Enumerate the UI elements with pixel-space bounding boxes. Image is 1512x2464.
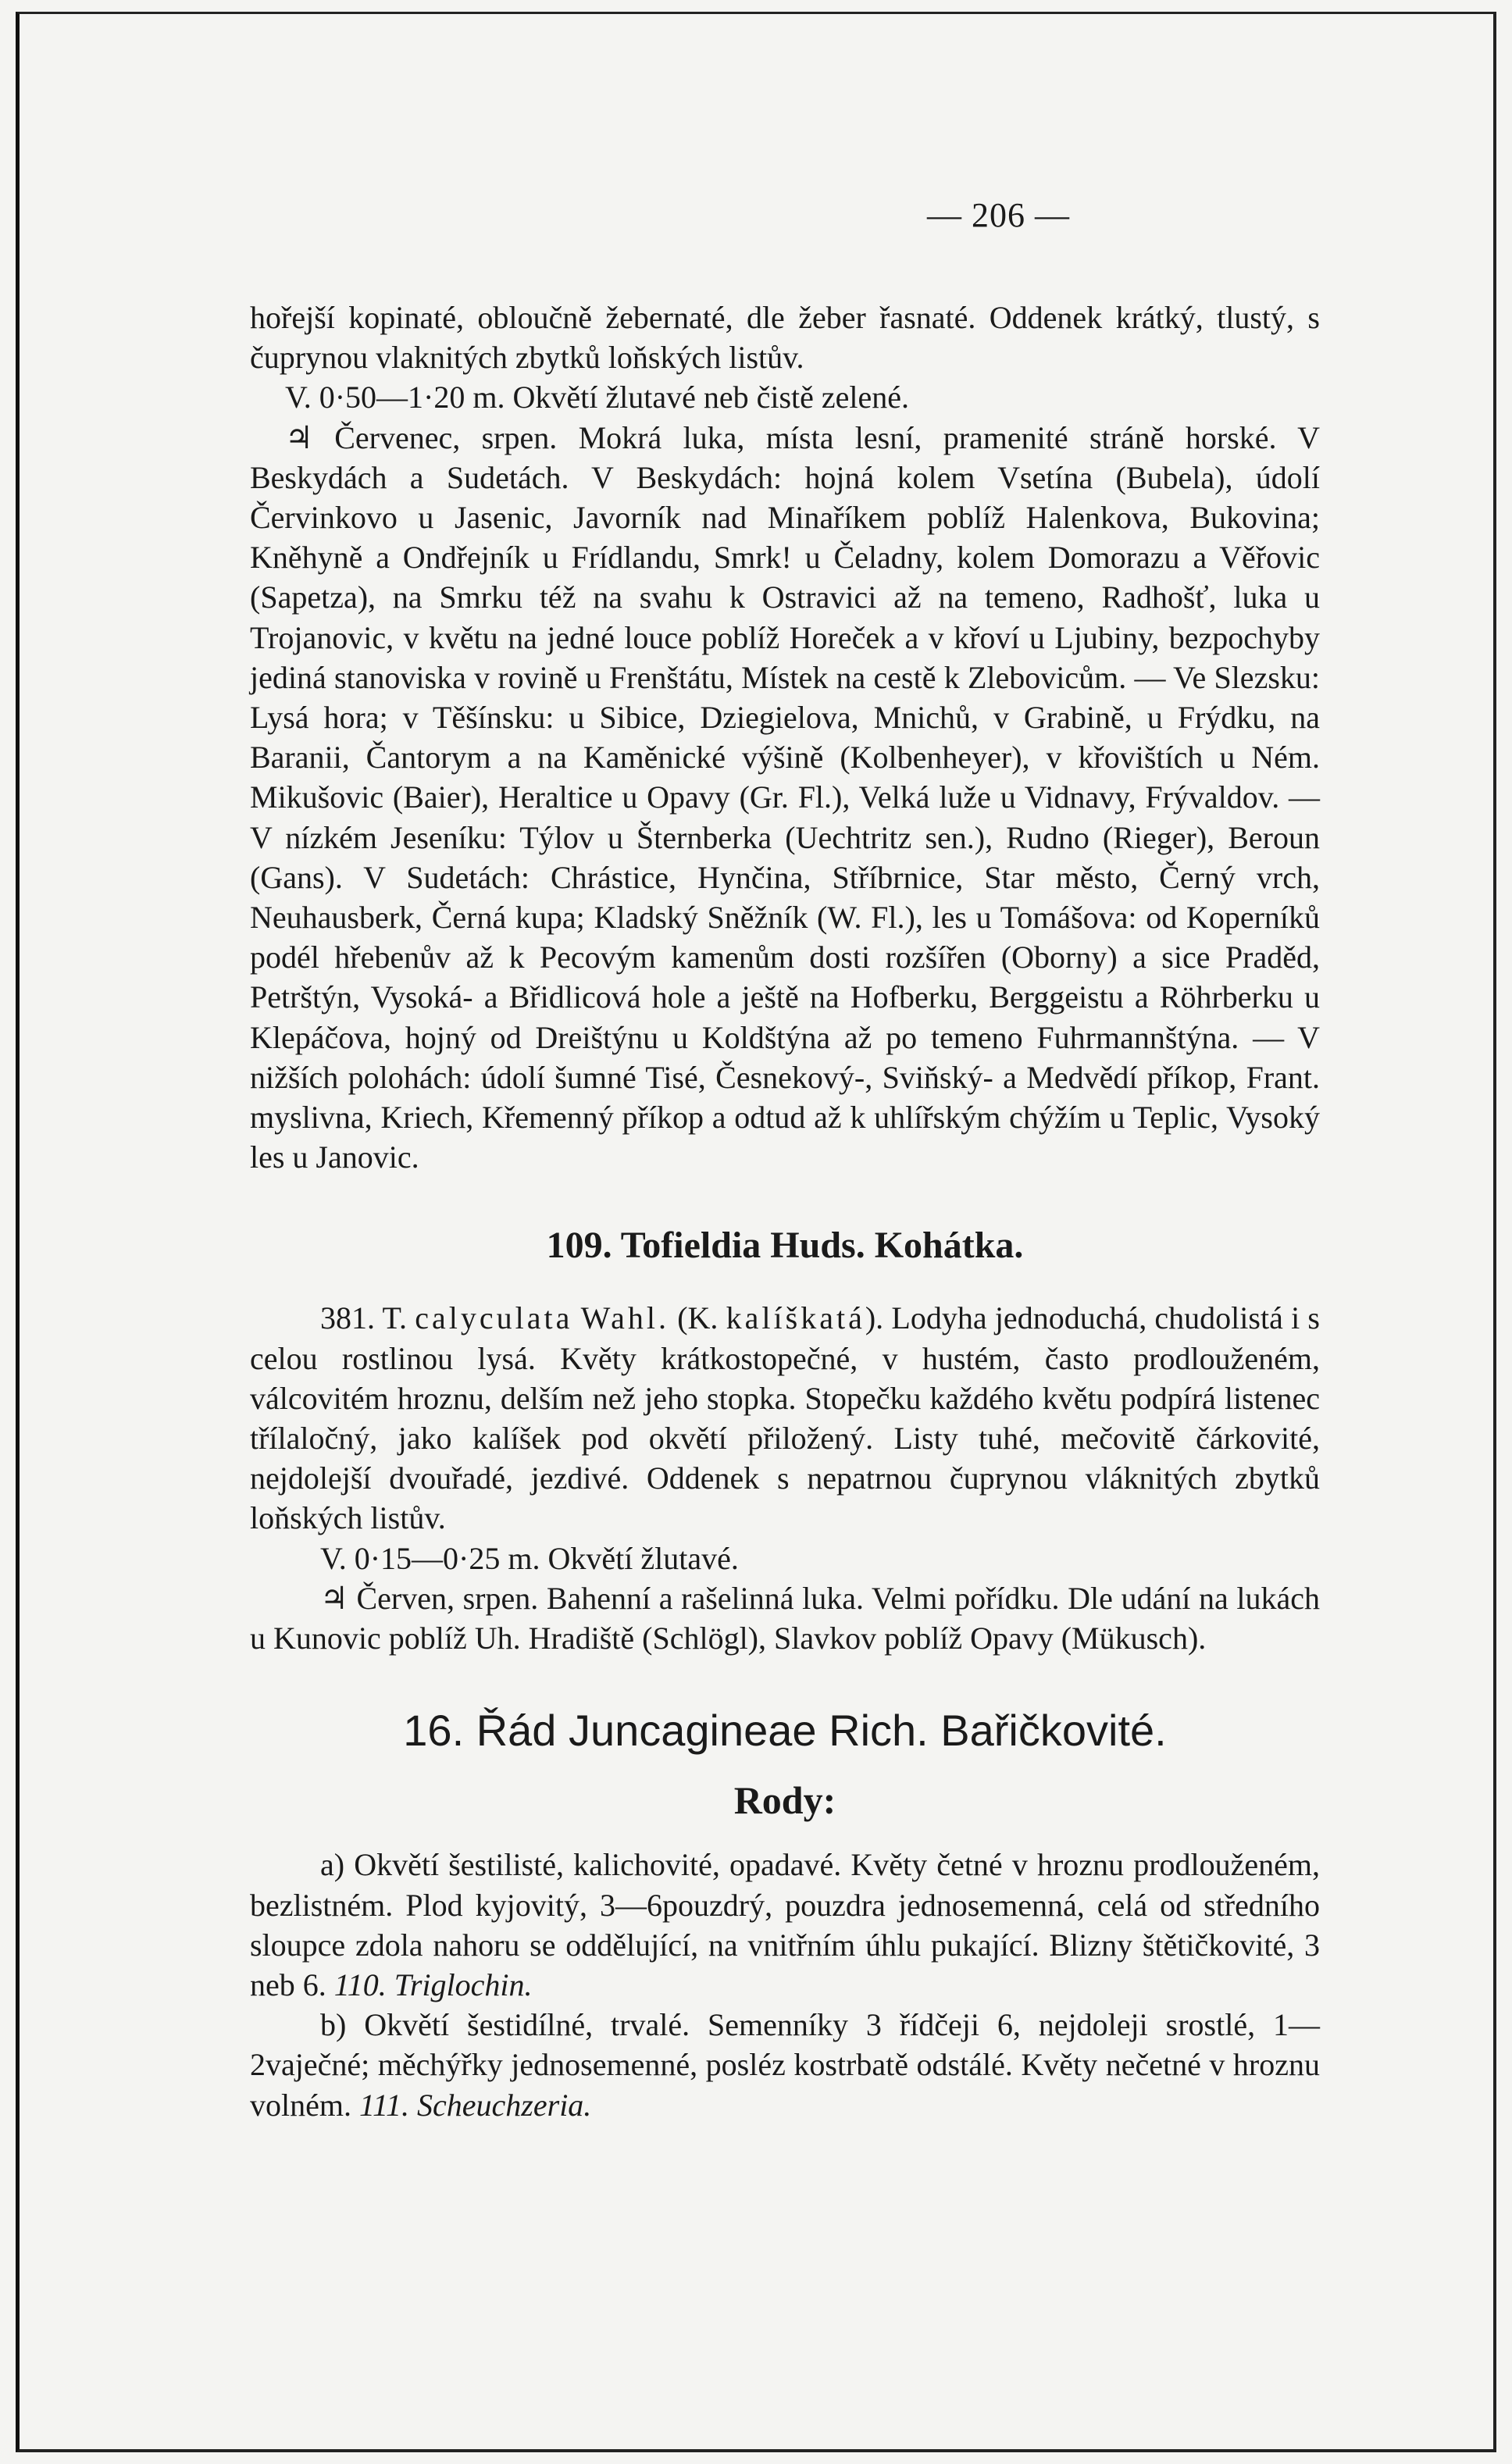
species-number: 381. T. (320, 1300, 407, 1336)
key-b-text: b) Okvětí šestidílné, trvalé. Semenníky 3 řídčeji 6, nejdoleji srostlé, 1—2vaječné; měchýřky jednosemenné, posléz kostrbatě odstálé. Květy nečetné v hroznu volném. (250, 2007, 1320, 2123)
species-description (250, 1298, 1320, 1538)
species-description-text: ). Lodyha jednoduchá, chudolistá i s celou rostlinou lysá. Květy krátkostopečné, v hustém, často prodlouženém, válcovitém hroznu, delším než jeho stopka. Stopečku každého květu podpírá listenec třílaločný, jako kalíšek pod okvětí přiložený. Listy tuhé, mečovitě čárkovité, nejdolejší dvouřadé, jezdivé. Oddenek s nepatrnou čuprynou vláknitých zbytků loňských listův. (250, 1300, 1320, 1536)
key-a-text: a) Okvětí šestilisté, kalichovité, opadavé. Květy četné v hroznu prodlouženém, bezlistném. Plod kyjovitý, 3—6pouzdrý, pouzdra jednosemenná, celá od středního sloupce zdola nahoru se oddělující, na vnitřním úhlu pukající. Blizny štětičkovité, 3 neb 6. (250, 1847, 1320, 2002)
intro-distribution: ♃ Červenec, srpen. Mokrá luka, místa lesní, pramenité stráně horské. V Beskydách a Sudetách. V Beskydách: hojná kolem Vsetína (Bubela), údolí Červinkovo u Jasenic, Javorník nad Minaříkem poblíž Halenkova, Bukovina; Kněhyně a Ondřejník u Frídlandu, Smrk! u Čeladny, kolem Domorazu a Věřovic (Sapetza), na Smrku též na svahu k Ostravici až na temeno, Radhošť, luka u Trojanovic, v květu na jedné louce poblíž Horeček a v křoví u Ljubiny, bezpochyby jediná stanoviska v rovině u Frenštátu, Místek na cestě k Zlebovicům. — Ve Slezsku: Lysá hora; v Těšínsku: u Sibice, Dziegielova, Mnichů, v Grabině, u Frýdku, na Baranii, Čantorym a na Kaměnické výšině (Kolbenheyer), v křovištích u Ném. Mikušovic (Baier), Heraltice u Opavy (Gr. Fl.), Velká luže u Vidnavy, Frývaldov. — V nízkém Jeseníku: Týlov u Šternberka (Uechtritz sen.), Rudno (Rieger), Beroun (Gans). V Sudetách: Chrástice, Hynčina, Stříbrnice, Star město, Černý vrch, Neuhausberk, Černá kupa; Kladský Sněžník (W. Fl.), les u Tomášova: od Koperníků podél hřebenův až k Pecovým kamenům dosti rozšířen (Oborny) a sice Praděd, Petrštýn, Vysoká- a Břidlicová hole a ještě na Hofberku, Berggeistu a Röhrberku u Klepáčova, hojný od Dreištýnu u Koldštýna až po temeno Fuhrmannštýna. — V nižších polohách: údolí šumné Tisé, Česnekový-, Sviňský- a Medvědí příkop, Frant. myslivna, Kriech, Křemenný příkop a odtud až k uhlířským chýžím u Teplic, Vysoký les u Janovic. (250, 419, 1320, 1175)
page-number: — 206 — (927, 196, 1070, 234)
intro-paragraph-1: hořejší kopinaté, obloučně žebernaté, dle žeber řasnaté. Oddenek krátký, tlustý, s čuprynou vlaknitých zbytků loňských listův. (250, 300, 1320, 376)
page-content (250, 195, 1320, 2125)
key-b-target: 111. Scheuchzeria. (358, 2087, 592, 2123)
genus-heading: 109. Tofieldia Huds. Kohátka. (546, 1225, 1024, 1267)
species-size: V. 0·15—0·25 m. Okvětí žlutavé. (320, 1540, 739, 1576)
species-common-name: kalíškatá (726, 1300, 865, 1336)
species-common-prefix: (K. (677, 1300, 719, 1336)
species-name: calyculata (415, 1300, 573, 1336)
key-item-a (250, 1845, 1320, 2005)
species-author: Wahl. (580, 1300, 669, 1336)
genera-heading: Rody: (733, 1778, 836, 1823)
order-heading: 16. Řád Juncagineae Rich. Bařičkovité. (403, 1706, 1167, 1756)
intro-size-line: V. 0·50—1·20 m. Okvětí žlutavé neb čistě zelené. (285, 380, 910, 415)
key-a-target: 110. Triglochin. (333, 1967, 533, 2002)
species-habitat: ♃ Červen, srpen. Bahenní a rašelinná luka. Velmi pořídku. Dle udání na lukách u Kunovic poblíž Uh. Hradiště (Schlögl), Slavkov poblíž Opavy (Mükusch). (250, 1580, 1320, 1656)
key-item-b (250, 2005, 1320, 2125)
